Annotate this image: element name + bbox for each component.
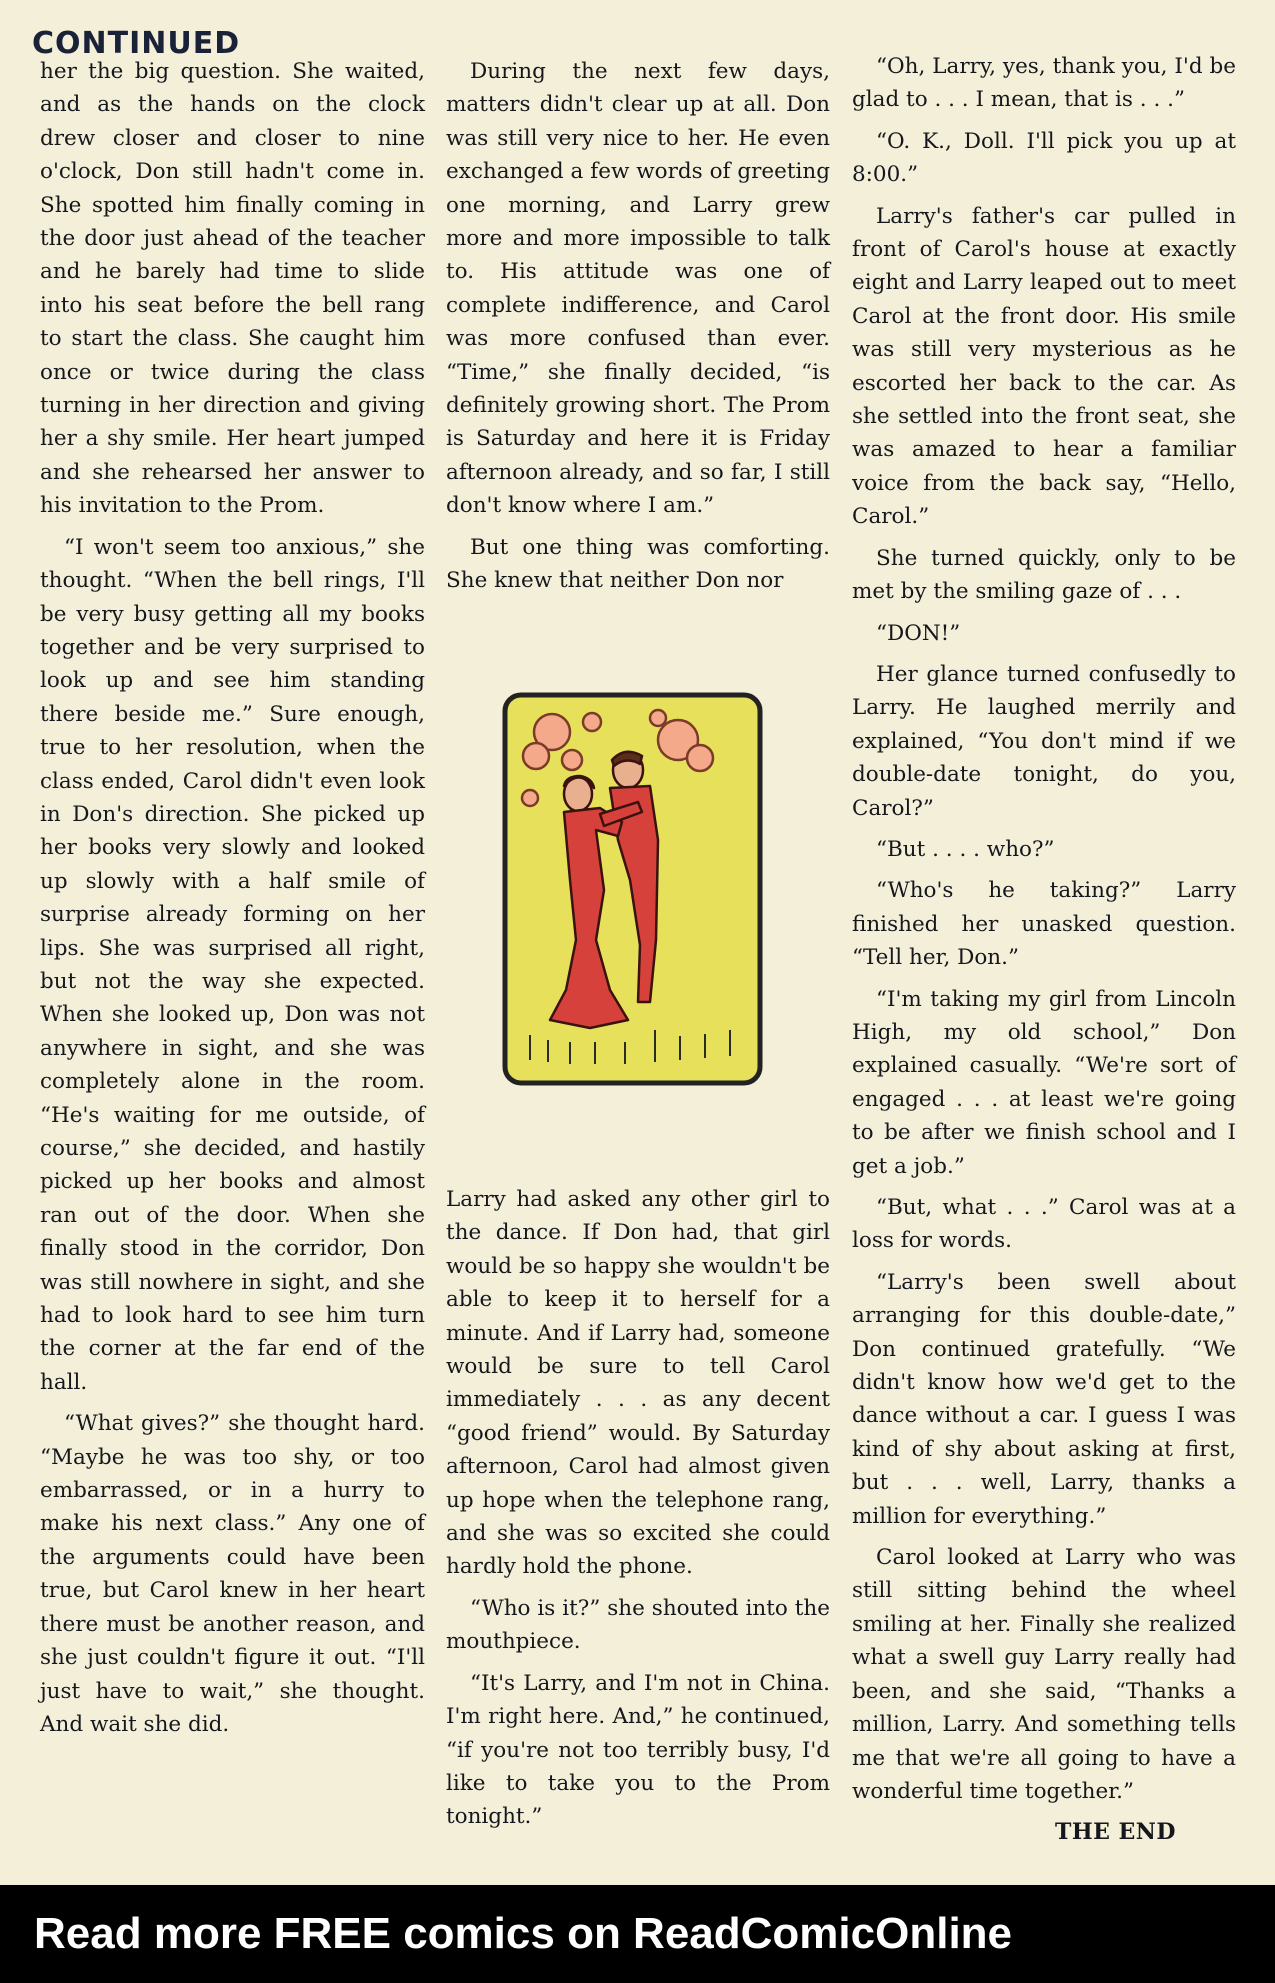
paragraph: Her glance turned confusedly to Larry. He laughed merrily and explained, “You don't mind if we double-date tonight, do you, Carol?” xyxy=(852,661,1236,821)
paragraph: During the next few days, matters didn't clear up at all. Don was still very nice to her. He even exchanged a few words of greeting one morning, and Larry grew more and more impossible to talk to. His attitude was one of complete indifference, and Carol was more confused than ever. “Time,” she finally decided, “is definitely growing short. The Prom is Saturday and here it is Friday afternoon already, and so far, I still don't know where I am.” xyxy=(446,59,830,519)
text-column-2-bottom xyxy=(446,1183,830,1834)
paragraph: “Who's he taking?” Larry finished her unasked question. “Tell her, Don.” xyxy=(852,878,1236,971)
paragraph: “What gives?” she thought hard. “Maybe he was too shy, or too embarrassed, or in a hurry to make his next class.” Any one of the arguments could have been true, but Carol knew in her heart there must be another reason, and she just couldn't figure it out. “I'll just have to wait,” she thought. And wait she did. xyxy=(40,1411,425,1737)
paragraph: Larry's father's car pulled in front of Carol's house at exactly eight and Larry leaped out to meet Carol at the front door. His smile was still very mysterious as he escorted her back to the car. As she settled into the front seat, she was amazed to hear a familiar voice from the back say, “Hello, Carol.” xyxy=(852,203,1236,530)
paragraph: “But . . . . who?” xyxy=(876,836,1055,862)
paragraph: She turned quickly, only to be met by the smiling gaze of . . . xyxy=(852,545,1236,605)
text-column-3 xyxy=(852,50,1236,1850)
text-column-1 xyxy=(40,55,425,1741)
paragraph: her the big question. She waited, and as the hands on the clock drew closer and closer to nine o'clock, Don still hadn't come in. She spotted him finally coming in the door just ahead of the teacher and he barely had time to slide into his seat before the bell rang to start the class. She caught him once or twice during the class turning in her direction and giving her a shy smile. Her heart jumped and she rehearsed her answer to his invitation to the Prom. xyxy=(40,59,425,519)
paragraph: “Who is it?” she shouted into the mouthpiece. xyxy=(446,1595,830,1655)
paragraph: But one thing was comforting. She knew that neither Don nor xyxy=(446,534,830,594)
paragraph: “I won't seem too anxious,” she thought. “When the bell rings, I'll be very busy getting all my books together and be very surprised to look up and see him standing there beside me.” Sure enough, true to her resolution, when the class ended, Carol didn't even look in Don's direction. She picked up her books very slowly and looked up slowly with a half smile of surprise already forming on her lips. She was surprised all right, but not the way she expected. When she looked up, Don was not anywhere in sight, and she was completely alone in the room. “He's waiting for me outside, of course,” she decided, and hastily picked up her books and almost ran out of the door. When she finally stood in the corridor, Don was still nowhere in sight, and she had to look hard to see him turn the corner at the far end of the hall. xyxy=(40,534,425,1395)
paragraph: “But, what . . .” Carol was at a loss for words. xyxy=(852,1195,1236,1254)
paragraph: Carol looked at Larry who was still sitting behind the wheel smiling at her. Finally she realized what a swell guy Larry really had been, and she said, “Thanks a million, Larry. And something tells me that we're all going to have a wonderful time together.” xyxy=(852,1545,1236,1804)
paragraph: “Oh, Larry, yes, thank you, I'd be glad to . . . I mean, that is . . .” xyxy=(852,54,1236,113)
text-column-2-top xyxy=(446,55,830,598)
dancing-couple-image xyxy=(500,690,765,1088)
continued-heading: CONTINUED xyxy=(32,26,241,61)
paragraph: “O. K., Doll. I'll pick you up at 8:00.” xyxy=(852,128,1236,188)
paragraph: “DON!” xyxy=(876,620,961,646)
paragraph: “It's Larry, and I'm not in China. I'm right here. And,” he continued, “if you're not too terribly busy, I'd like to take you to the Prom tonight.” xyxy=(446,1670,830,1830)
paragraph: “I'm taking my girl from Lincoln High, my old school,” Don explained casually. “We're sort of engaged . . . at least we're going to be after we finish school and I get a job.” xyxy=(852,986,1236,1179)
the-end-label: THE END xyxy=(1054,1819,1176,1846)
dancing-couple-illustration xyxy=(500,690,765,1088)
paragraph: Larry had asked any other girl to the dance. If Don had, that girl would be so happy she wouldn't be able to keep it to herself for a minute. And if Larry had, someone would be sure to tell Carol immediately . . . as any decent “good friend” would. By Saturday afternoon, Carol had almost given up hope when the telephone rang, and she was so excited she could hardly hold the phone. xyxy=(446,1187,830,1580)
paragraph: “Larry's been swell about arranging for this double-date,” Don continued gratefully. “We didn't know how we'd get to the dance without a car. I guess I was kind of shy about asking at first, but . . . well, Larry, thanks a million for everything.” xyxy=(852,1269,1236,1529)
promo-banner-link[interactable]: Read more FREE comics on ReadComicOnline xyxy=(0,1885,1275,1983)
